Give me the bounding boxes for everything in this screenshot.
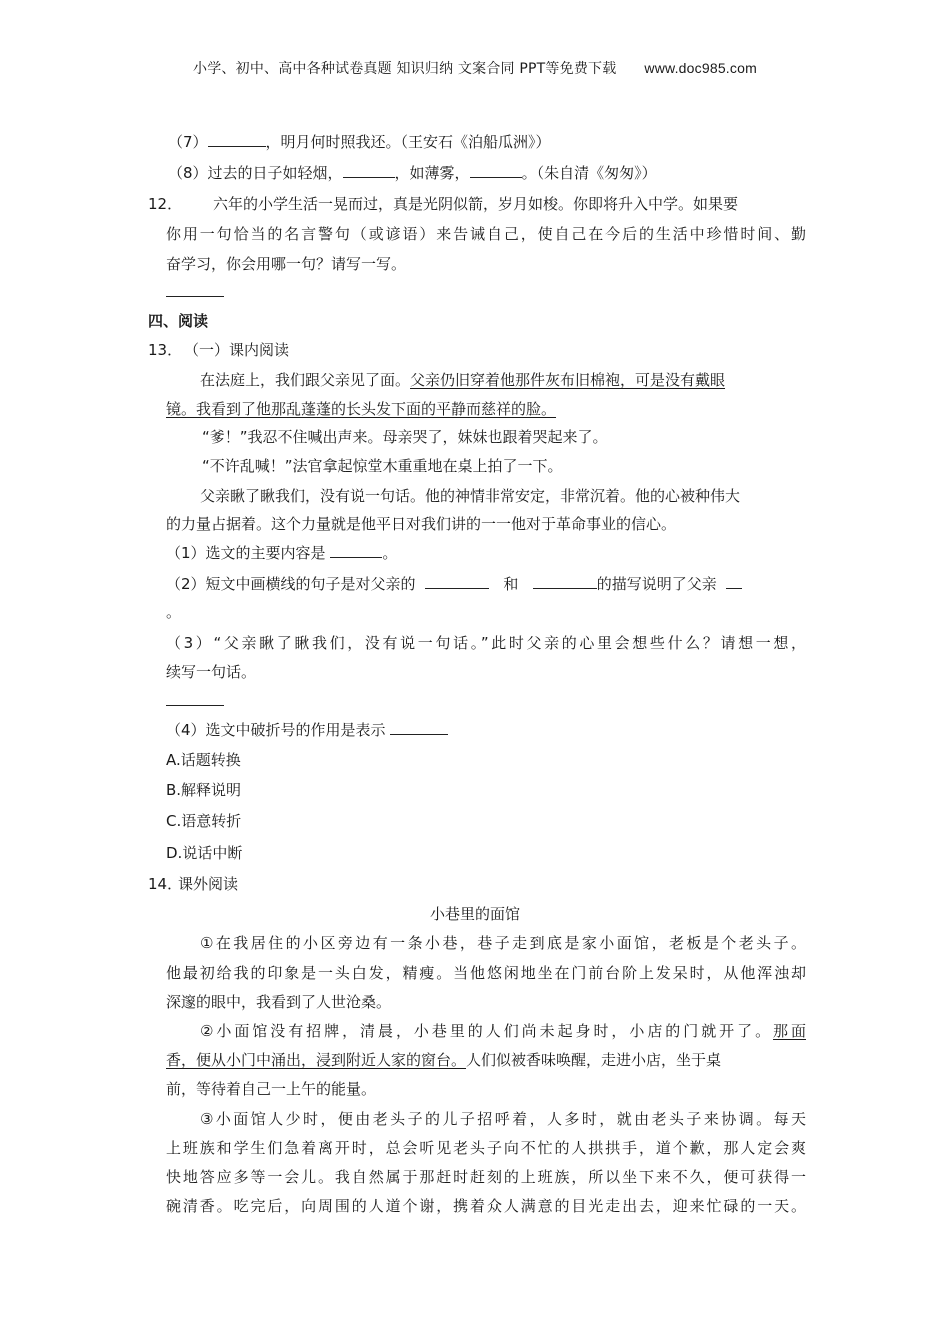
q14-para-3-line-4: 碗清香。吃完后，向周围的人道个谢，携着众人满意的目光走出去，迎来忙碌的一天。 xyxy=(166,1197,806,1215)
q14-number: 14． xyxy=(148,875,183,893)
q13-sub-4: （4）选文中破折号的作用是表示 xyxy=(166,720,448,740)
answer-blank[interactable] xyxy=(533,574,597,589)
q12-number: 12． xyxy=(148,195,183,213)
q13-para-3: “不许乱喊！”法官拿起惊堂木重重地在桌上拍了一下。 xyxy=(202,457,563,475)
q13-sub-3b: 续写一句话。 xyxy=(166,663,257,681)
article-title: 小巷里的面馆 xyxy=(429,905,520,923)
q14-para-2-line-3: 前，等待着自己一上午的能量。 xyxy=(166,1080,377,1098)
section-title: 四、阅读 xyxy=(148,312,209,330)
underlined-sentence: 香，便从小门中涌出，浸到附近人家的窗台。 xyxy=(166,1051,467,1069)
answer-blank[interactable] xyxy=(425,574,489,589)
q14-para-1-line-2: 他最初给我的印象是一头白发，精瘦。当他悠闲地坐在门前台阶上发呆时，从他浑浊却 xyxy=(166,964,806,982)
q14-para-1-line-3: 深邃的眼中，我看到了人世沧桑。 xyxy=(166,993,392,1011)
underlined-sentence: 那面 xyxy=(773,1022,806,1040)
answer-blank[interactable] xyxy=(343,163,395,178)
q13-sub-3a: （3）“父亲瞅了瞅我们，没有说一句话。”此时父亲的心里会想些什么？请想一想， xyxy=(166,634,806,652)
q14-para-2-line-2: 香，便从小门中涌出，浸到附近人家的窗台。人们似被香味唤醒，走进小店，坐于桌 xyxy=(166,1051,722,1069)
q13-para-4b: 的力量占据着。这个力量就是他平日对我们讲的一一他对于革命事业的信心。 xyxy=(166,515,677,533)
q13-para-1b xyxy=(166,399,556,419)
q12-answer-line[interactable] xyxy=(166,296,224,297)
q12-line-2: 你用一句恰当的名言警句（或谚语）来告诫自己，使自己在今后的生活中珍惜时间、勤 xyxy=(166,225,806,243)
answer-blank[interactable] xyxy=(208,132,266,147)
q13-sub-3-answer-line[interactable] xyxy=(166,705,224,706)
q11-item-8: （8）过去的日子如轻烟， ，如薄雾， 。（朱自清《匆匆》） xyxy=(168,164,657,182)
q13-para-2: “爹！”我忍不住喊出声来。母亲哭了，妹妹也跟着哭起来了。 xyxy=(202,428,608,446)
q13-heading: （一）课内阅读 xyxy=(184,341,290,359)
q14-heading: 课外阅读 xyxy=(178,875,239,893)
page-header xyxy=(0,58,950,78)
q12-line-1: 六年的小学生活一晃而过，真是光阴似箭，岁月如梭。你即将升入中学。如果要 xyxy=(213,195,739,213)
q13-sub-2: （2）短文中画横线的句子是对父亲的 和 的描写说明了父亲 xyxy=(166,574,742,594)
option-b[interactable]: B.解释说明 xyxy=(166,781,242,799)
header-url[interactable]: www.doc985.com xyxy=(644,60,757,76)
answer-blank[interactable] xyxy=(390,720,448,735)
q14-para-1-line-1: ①在我居住的小区旁边有一条小巷，巷子走到底是家小面馆，老板是个老头子。 xyxy=(200,934,806,952)
underlined-sentence: 镜。我看到了他那乱蓬蓬的长头发下面的平静而慈祥的脸。 xyxy=(166,400,557,418)
q14-para-2-line-1: ②小面馆没有招牌，清晨，小巷里的人们尚未起身时，小店的门就开了。那面 xyxy=(200,1022,806,1040)
q13-sub-2-end: 。 xyxy=(166,603,182,621)
answer-blank[interactable] xyxy=(470,163,522,178)
answer-blank[interactable] xyxy=(330,543,382,558)
option-c[interactable]: C.语意转折 xyxy=(166,812,242,830)
q12-line-3: 奋学习，你会用哪一句？请写一写。 xyxy=(166,255,407,273)
q14-para-3-line-1: ③小面馆人少时，便由老头子的儿子招呼着，人多时，就由老头子来协调。每天 xyxy=(200,1110,806,1128)
q13-number: 13． xyxy=(148,341,183,359)
q14-para-3-line-2: 上班族和学生们急着离开时，总会听见老头子向不忙的人拱拱手，道个歉，那人定会爽 xyxy=(166,1139,806,1157)
q13-sub-1: （1）选文的主要内容是 。 xyxy=(166,544,398,562)
underlined-sentence: 父亲仍旧穿着他那件灰布旧棉袍，可是没有戴眼 xyxy=(410,371,726,389)
option-d[interactable]: D.说话中断 xyxy=(166,844,243,862)
option-a[interactable]: A.话题转换 xyxy=(166,751,241,769)
answer-blank[interactable] xyxy=(726,574,742,589)
q13-para-4a: 父亲瞅了瞅我们，没有说一句话。他的神情非常安定，非常沉着。他的心被种伟大 xyxy=(200,487,741,505)
q11-item-7: （7） ，明月何时照我还。（王安石《泊船瓜洲》） xyxy=(168,133,551,151)
header-text: 小学、初中、高中各种试卷真题 知识归纳 文案合同 PPT等免费下载 xyxy=(193,61,617,77)
q14-para-3-line-3: 快地答应多等一会儿。我自然属于那赶时赶刻的上班族，所以坐下来不久，便可获得一 xyxy=(166,1168,806,1186)
q13-para-1a: 在法庭上，我们跟父亲见了面。父亲仍旧穿着他那件灰布旧棉袍，可是没有戴眼 xyxy=(200,371,726,389)
